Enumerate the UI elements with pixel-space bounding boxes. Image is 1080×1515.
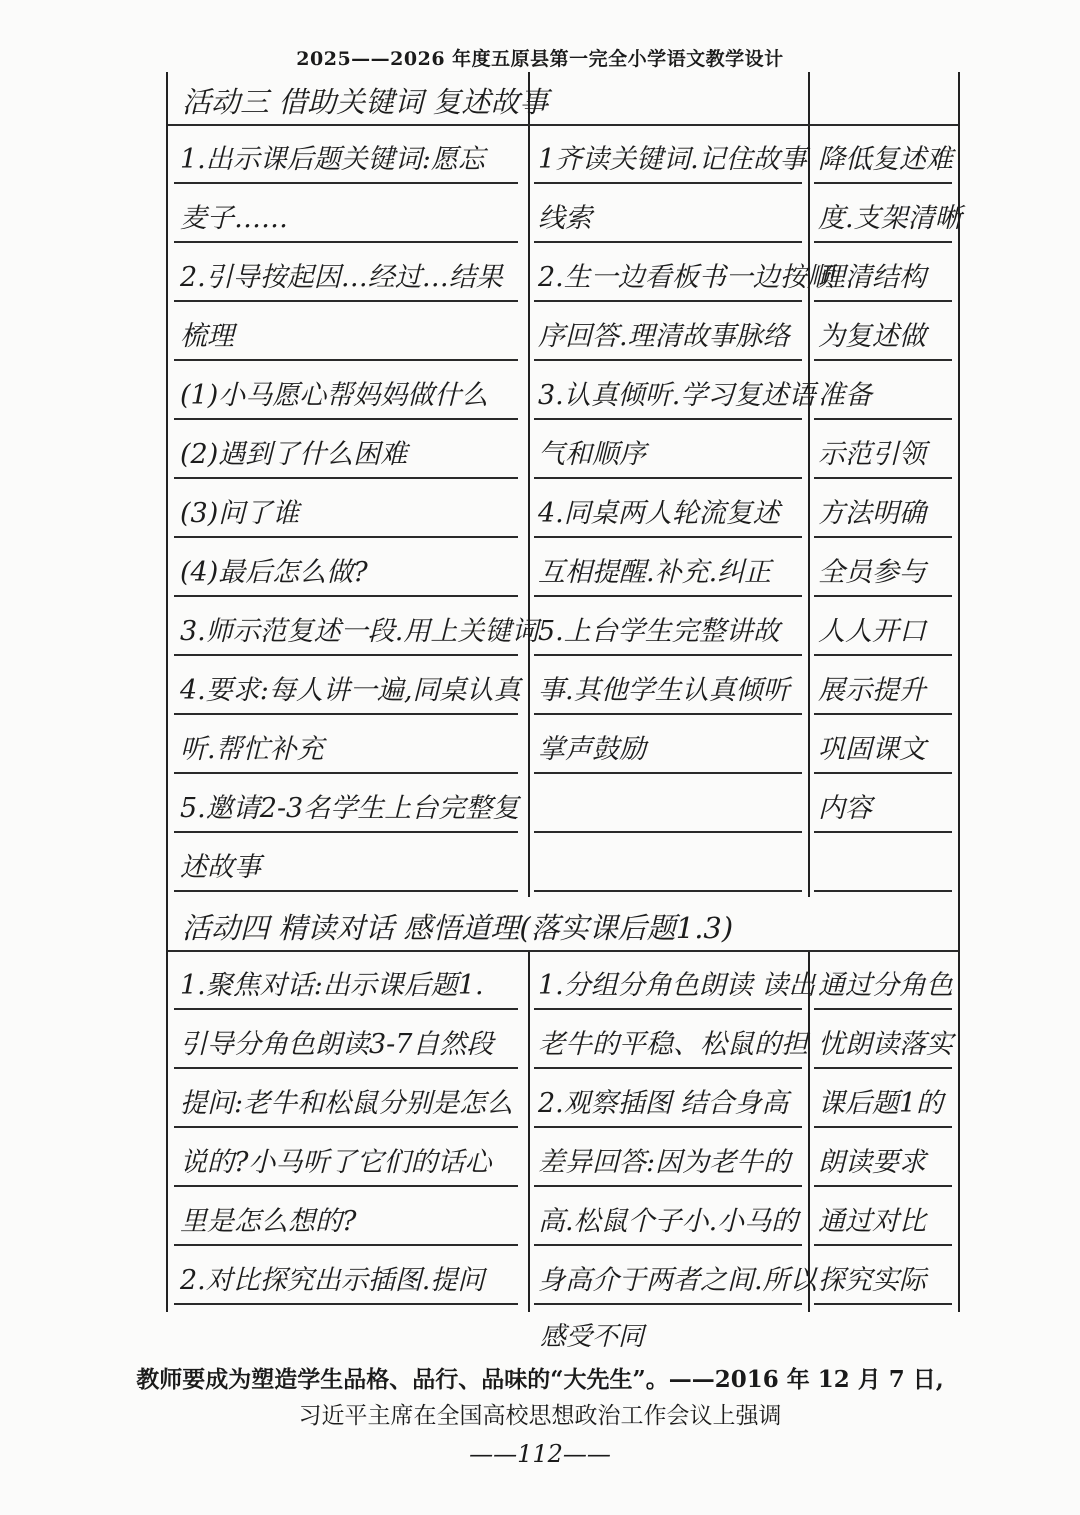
lesson-table [166,72,960,1312]
column-1-cell: (1)小马愿心帮妈妈做什么 [180,380,489,411]
cell-underline [814,595,952,597]
table-row [168,720,958,774]
column-1-cell: 引导分角色朗读3-7自然段 [180,1029,494,1060]
column-3-cell: 理清结构 [818,262,926,293]
cell-underline [814,359,952,361]
cell-underline [814,477,952,479]
column-2-cell: 身高介于两者之间.所以 [538,1265,817,1296]
cell-underline [534,595,802,597]
table-row [168,838,958,892]
column-1-cell: 1.出示课后题关键词:愿忘 [180,144,485,175]
cell-underline [174,477,518,479]
column-3-cell: 朗读要求 [818,1147,926,1178]
cell-underline [174,595,518,597]
cell-underline [174,182,518,184]
column-2-cell: 气和顺序 [538,439,646,470]
page-number: ——112—— [469,1440,611,1468]
table-row [168,1133,958,1187]
table-row [168,307,958,361]
cell-underline [814,1303,952,1305]
column-2-cell: 2.观察插图 结合身高 [538,1088,789,1119]
column-3-cell: 通过对比 [818,1206,926,1237]
cell-underline [174,713,518,715]
cell-underline [534,1303,802,1305]
table-row [168,956,958,1010]
column-3-cell: 方法明确 [818,498,926,529]
cell-underline [534,1185,802,1187]
column-1-cell: 述故事 [180,852,261,883]
column-3-cell: 展示提升 [818,675,926,706]
column-1-cell: 2.引导按起因…经过…结果 [180,262,503,293]
table-row [168,366,958,420]
table-row [168,602,958,656]
column-3-cell: 人人开口 [818,616,926,647]
column-3-cell: 为复述做 [818,321,926,352]
table-row [168,130,958,184]
cell-underline [534,477,802,479]
column-1-cell: 说的?小马听了它们的话心 [180,1147,492,1178]
cell-underline [814,300,952,302]
column-2-cell: 老牛的平稳、松鼠的担 [538,1029,808,1060]
table-row [168,543,958,597]
document-header: 2025——2026 年度五原县第一完全小学语文教学设计 [296,48,784,70]
activity4-title-row [168,898,958,952]
cell-underline [174,300,518,302]
column-1-cell: 听.帮忙补充 [180,734,324,765]
cell-underline [534,1126,802,1128]
cell-underline [814,713,952,715]
cell-underline [814,1185,952,1187]
cell-underline [814,1008,952,1010]
cell-underline [174,654,518,656]
footer-quote [0,1362,1080,1434]
cell-underline [814,654,952,656]
column-1-cell: 3.师示范复述一段.用上关键词 [180,616,539,647]
activity3-title-row [168,72,958,126]
column-3-cell: 示范引领 [818,439,926,470]
column-1-cell: (3)问了谁 [180,498,300,529]
cell-underline [174,418,518,420]
column-1-cell: 里是怎么想的? [180,1206,357,1237]
cell-underline [534,536,802,538]
quote-line-2: 习近平主席在全国高校思想政治工作会议上强调 [298,1403,782,1429]
column-2-cell: 1齐读关键词.记住故事 [538,144,807,175]
column-3-cell: 度.支架清晰 [818,203,962,234]
table-row [168,1074,958,1128]
column-3-cell: 全员参与 [818,557,926,588]
cell-underline [814,182,952,184]
table-row [168,248,958,302]
column-2-cell: 序回答.理清故事脉络 [538,321,790,352]
column-3-cell: 通过分角色 [818,970,953,1001]
row-line [168,950,958,952]
cell-underline [814,1244,952,1246]
activity4-title: 活动四 精读对话 感悟道理(落实课后题1.3) [182,911,734,945]
cell-underline [534,713,802,715]
column-2-cell: 掌声鼓励 [538,734,646,765]
table-row [168,484,958,538]
cell-underline [534,890,802,892]
activity3-title: 活动三 借助关键词 复述故事 [182,85,549,119]
cell-underline [814,536,952,538]
column-2-cell: 4.同桌两人轮流复述 [538,498,780,529]
cell-underline [174,831,518,833]
column-2-cell [538,779,800,831]
cell-underline [174,241,518,243]
cell-underline [534,418,802,420]
column-2-cell: 线索 [538,203,592,234]
cell-underline [534,359,802,361]
column-3-cell: 巩固课文 [818,734,926,765]
cell-underline [174,772,518,774]
cell-underline [534,831,802,833]
column-1-cell: 梳理 [180,321,234,352]
column-3-cell: 降低复述难 [818,144,953,175]
column-1-cell: 提问:老牛和松鼠分别是怎么 [180,1088,514,1119]
column-3-cell: 课后题1的 [818,1088,944,1119]
cell-underline [814,241,952,243]
column-3-cell: 探究实际 [818,1265,926,1296]
column-2-cell: 事.其他学生认真倾听 [538,675,790,706]
column-2-cell: 5.上台学生完整讲故 [538,616,780,647]
cell-underline [534,1008,802,1010]
row-line [168,124,958,126]
cell-underline [174,1303,518,1305]
cell-underline [814,831,952,833]
column-2-cell: 2.生一边看板书一边按顺 [538,262,834,293]
cell-underline [814,1067,952,1069]
column-2-cell: 差异回答:因为老牛的 [538,1147,791,1178]
overflow-text: 感受不同 [540,1322,645,1352]
cell-underline [534,1067,802,1069]
cell-underline [534,1244,802,1246]
column-1-cell: 麦子…… [180,203,288,234]
column-3-cell: 准备 [818,380,872,411]
cell-underline [814,772,952,774]
column-1-cell: 4.要求:每人讲一遍,同桌认真 [180,675,521,706]
column-1-cell: (4)最后怎么做? [180,557,368,588]
cell-underline [534,772,802,774]
cell-underline [174,1008,518,1010]
column-2-cell: 1.分组分角色朗读 读出 [538,970,816,1001]
column-1-cell: 1.聚焦对话:出示课后题1. [180,970,484,1001]
cell-underline [174,359,518,361]
table-row [168,779,958,833]
cell-underline [174,1185,518,1187]
column-2-cell: 3.认真倾听.学习复述语 [538,380,816,411]
cell-underline [534,241,802,243]
table-row [168,1251,958,1305]
table-row [168,661,958,715]
cell-underline [534,300,802,302]
column-3-cell: 忧朗读落实 [818,1029,953,1060]
table-row [168,1015,958,1069]
cell-underline [814,890,952,892]
column-1-cell: 5.邀请2-3名学生上台完整复 [180,793,520,824]
column-2-cell [538,838,800,890]
column-1-cell: 2.对比探究出示插图.提问 [180,1265,485,1296]
column-1-cell: (2)遇到了什么困难 [180,439,408,470]
table-row [168,189,962,243]
column-3-cell: 内容 [818,793,872,824]
cell-underline [174,1126,518,1128]
quote-line-1: 教师要成为塑造学生品格、品行、品味的“大先生”。——2016 年 12 月 7 日, [136,1366,944,1393]
cell-underline [174,1067,518,1069]
cell-underline [534,182,802,184]
table-row [168,1192,958,1246]
cell-underline [174,536,518,538]
column-2-cell: 高.松鼠个子小.小马的 [538,1206,799,1237]
column-2-cell: 互相提醒.补充.纠正 [538,557,772,588]
cell-underline [814,418,952,420]
table-row [168,425,958,479]
cell-underline [534,654,802,656]
cell-underline [814,1126,952,1128]
column-3-cell [818,838,954,890]
cell-underline [174,1244,518,1246]
cell-underline [174,890,518,892]
